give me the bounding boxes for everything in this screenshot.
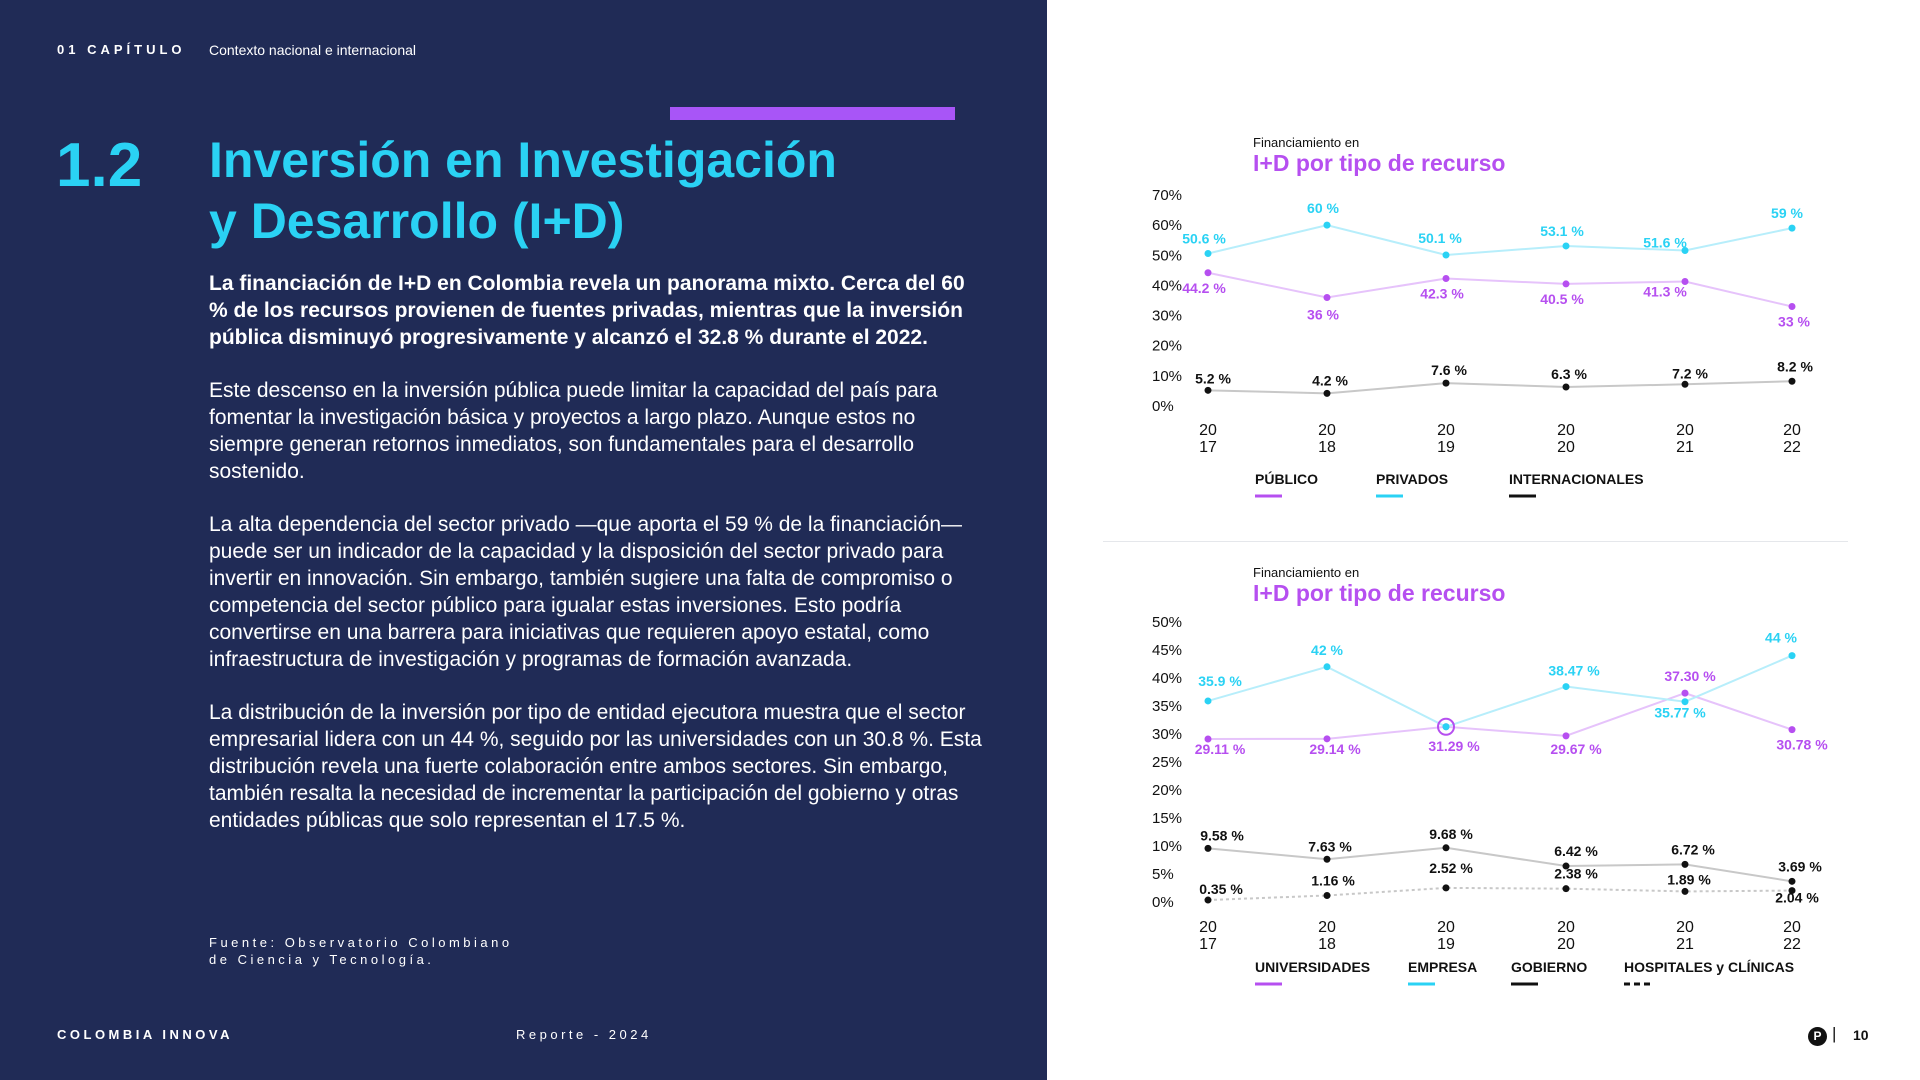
data-point <box>1789 652 1796 659</box>
data-label: 41.3 % <box>1643 283 1687 300</box>
data-point <box>1443 723 1450 730</box>
chart1-container <box>1140 180 1860 515</box>
y-tick-label: 70% <box>1152 187 1183 204</box>
data-label: 42.3 % <box>1420 285 1464 302</box>
data-label: 36 % <box>1307 306 1339 323</box>
data-label: 4.2 % <box>1312 372 1348 389</box>
x-tick-label: 21 <box>1676 439 1694 456</box>
data-point <box>1563 732 1570 739</box>
data-point <box>1682 381 1689 388</box>
data-point <box>1324 856 1331 863</box>
data-label: 37.30 % <box>1664 668 1716 685</box>
y-tick-label: 15% <box>1152 810 1183 827</box>
data-label: 29.67 % <box>1550 740 1602 757</box>
data-point <box>1789 726 1796 733</box>
data-label: 33 % <box>1778 313 1810 330</box>
section-title-line1: Inversión en Investigación <box>209 132 837 188</box>
data-point <box>1324 390 1331 397</box>
data-point <box>1205 269 1212 276</box>
data-label: 5.2 % <box>1195 370 1231 387</box>
y-tick-label: 50% <box>1152 614 1183 631</box>
x-tick-label: 17 <box>1199 439 1217 456</box>
x-tick-label: 20 <box>1437 919 1455 936</box>
legend-label: GOBIERNO <box>1511 959 1588 975</box>
data-label: 51.6 % <box>1643 234 1687 251</box>
x-tick-label: 20 <box>1783 422 1801 439</box>
paragraph-lead: La financiación de I+D en Colombia revela un panorama mixto. Cerca del 60 % de los recursos provienen de fuentes privadas, mientras que la inversión pública disminuyó progresivamente y alcanzó el 32.8 % durante el 2022. <box>209 272 965 349</box>
data-point <box>1789 878 1796 885</box>
data-point <box>1789 303 1796 310</box>
publisher-logo-icon: P <box>1808 1027 1827 1046</box>
data-label: 53.1 % <box>1540 222 1584 239</box>
y-tick-label: 60% <box>1152 217 1183 235</box>
data-point <box>1205 897 1212 904</box>
y-tick-label: 20% <box>1152 337 1183 355</box>
data-point <box>1563 384 1570 391</box>
data-label: 9.58 % <box>1200 827 1244 844</box>
chapter-subtitle: Contexto nacional e internacional <box>209 42 417 58</box>
x-tick-label: 17 <box>1199 936 1217 953</box>
y-tick-label: 0% <box>1152 398 1174 415</box>
data-label: 6.72 % <box>1671 841 1715 858</box>
data-point <box>1789 225 1796 232</box>
source-line2: de Ciencia y Tecnología. <box>209 952 435 967</box>
data-label: 42 % <box>1311 641 1343 658</box>
x-tick-label: 19 <box>1437 439 1455 456</box>
x-tick-label: 22 <box>1783 936 1801 953</box>
y-tick-label: 30% <box>1152 307 1183 325</box>
x-tick-label: 20 <box>1318 919 1336 936</box>
data-point <box>1443 884 1450 891</box>
legend-label: INTERNACIONALES <box>1509 471 1644 487</box>
x-tick-label: 20 <box>1199 919 1217 936</box>
data-label: 29.11 % <box>1194 740 1246 757</box>
data-point <box>1205 387 1212 394</box>
y-tick-label: 25% <box>1152 754 1183 771</box>
y-tick-label: 10% <box>1152 367 1183 385</box>
x-tick-label: 18 <box>1318 936 1336 953</box>
data-label: 3.69 % <box>1778 858 1822 875</box>
data-label: 6.42 % <box>1554 843 1598 860</box>
page-separator: | <box>1832 1024 1837 1043</box>
series-line-1 <box>1208 222 1792 255</box>
data-point <box>1682 690 1689 697</box>
legend-label: PÚBLICO <box>1255 471 1318 487</box>
chart1-svg <box>1140 180 1860 510</box>
divider <box>1103 541 1848 542</box>
data-label: 6.3 % <box>1551 366 1587 383</box>
data-point <box>1205 845 1212 852</box>
y-tick-label: 35% <box>1152 698 1183 715</box>
source-line1: Fuente: Observatorio Colombiano <box>209 935 513 950</box>
data-label: 31.29 % <box>1428 737 1480 754</box>
page-number: 10 <box>1853 1027 1869 1043</box>
x-tick-label: 20 <box>1557 422 1575 439</box>
section-number: 1.2 <box>56 131 143 200</box>
data-point <box>1443 275 1450 282</box>
chart2-title: I+D por tipo de recurso <box>1253 580 1506 606</box>
data-label: 7.6 % <box>1431 362 1467 379</box>
chart2-container <box>1140 610 1860 995</box>
y-tick-label: 50% <box>1152 247 1183 265</box>
data-point <box>1443 844 1450 851</box>
data-label: 2.04 % <box>1775 889 1819 906</box>
series-line-0 <box>1208 273 1792 307</box>
accent-bar <box>670 107 955 120</box>
data-label: 59 % <box>1771 205 1803 222</box>
y-tick-label: 5% <box>1152 866 1174 883</box>
x-tick-label: 22 <box>1783 439 1801 456</box>
x-tick-label: 20 <box>1557 919 1575 936</box>
data-label: 44.2 % <box>1182 279 1226 296</box>
data-label: 40.5 % <box>1540 290 1584 307</box>
legend-label: UNIVERSIDADES <box>1255 959 1371 975</box>
data-label: 9.68 % <box>1429 825 1473 842</box>
y-tick-label: 45% <box>1152 642 1183 659</box>
series-line-3 <box>1208 888 1792 900</box>
legend-label: HOSPITALES y CLÍNICAS <box>1624 959 1795 975</box>
x-tick-label: 20 <box>1676 919 1694 936</box>
data-label: 1.89 % <box>1667 871 1711 888</box>
series-line-2 <box>1208 381 1792 393</box>
data-label: 35.9 % <box>1198 672 1242 689</box>
body-text <box>209 270 984 860</box>
data-point <box>1205 250 1212 257</box>
section-title-line2: y Desarrollo (I+D) <box>209 193 625 249</box>
data-point <box>1324 294 1331 301</box>
data-point <box>1205 697 1212 704</box>
brand-name: COLOMBIA INNOVA <box>57 1027 233 1042</box>
legend-label: PRIVADOS <box>1376 471 1449 487</box>
y-tick-label: 10% <box>1152 838 1183 855</box>
x-tick-label: 20 <box>1199 422 1217 439</box>
data-point <box>1682 861 1689 868</box>
x-tick-label: 20 <box>1783 919 1801 936</box>
data-point <box>1443 380 1450 387</box>
x-tick-label: 21 <box>1676 936 1694 953</box>
x-tick-label: 20 <box>1318 422 1336 439</box>
x-tick-label: 19 <box>1437 936 1455 953</box>
data-label: 35.77 % <box>1654 704 1706 721</box>
y-tick-label: 40% <box>1152 670 1183 687</box>
y-tick-label: 0% <box>1152 894 1174 911</box>
y-tick-label: 20% <box>1152 782 1183 799</box>
chart2-svg <box>1140 610 1860 990</box>
data-label: 1.16 % <box>1311 872 1355 889</box>
chart2-small-title: Financiamiento en <box>1253 565 1360 580</box>
source-note <box>209 934 513 968</box>
data-point <box>1563 280 1570 287</box>
data-label: 2.38 % <box>1554 865 1598 882</box>
data-point <box>1324 663 1331 670</box>
data-point <box>1443 251 1450 258</box>
data-label: 7.2 % <box>1672 365 1708 382</box>
data-label: 29.14 % <box>1309 740 1361 757</box>
x-tick-label: 18 <box>1318 439 1336 456</box>
legend-label: EMPRESA <box>1408 959 1478 975</box>
data-label: 0.35 % <box>1199 881 1243 898</box>
paragraph: La alta dependencia del sector privado —que aporta el 59 % de la financiación— puede ser un indicador de la capacidad y la disposición del sector privado para invertir en innovación. Sin embargo, también sugiere una falta de compromiso o competencia del sector público para igualar estas inversiones. Esto podría convertirse en una barrera para iniciativas que requieren apoyo estatal, como infraestructura de investigación y programas de formación avanzada. <box>209 513 962 671</box>
data-label: 44 % <box>1765 629 1797 646</box>
x-tick-label: 20 <box>1557 439 1575 456</box>
x-tick-label: 20 <box>1437 422 1455 439</box>
data-point <box>1563 885 1570 892</box>
x-tick-label: 20 <box>1557 936 1575 953</box>
data-label: 2.52 % <box>1429 859 1473 876</box>
data-label: 50.1 % <box>1418 229 1462 246</box>
data-label: 8.2 % <box>1777 358 1813 375</box>
data-label: 30.78 % <box>1776 736 1828 753</box>
paragraph: La distribución de la inversión por tipo de entidad ejecutora muestra que el sector empresarial lidera con un 44 %, seguido por las universidades con un 30.8 %. Esta distribución revela una fuerte colaboración entre ambos sectores. Sin embargo, también resalta la necesidad de incrementar la participación del gobierno y otras entidades públicas que solo representan el 17.5 %. <box>209 701 982 832</box>
data-label: 38.47 % <box>1548 662 1600 679</box>
y-tick-label: 30% <box>1152 726 1183 743</box>
data-point <box>1682 888 1689 895</box>
chart1-title: I+D por tipo de recurso <box>1253 150 1506 176</box>
y-tick-label: 40% <box>1152 277 1183 295</box>
data-point <box>1324 222 1331 229</box>
chapter-label: 01 CAPÍTULO <box>57 42 186 57</box>
data-point <box>1324 892 1331 899</box>
section-title <box>209 130 909 252</box>
paragraph: Este descenso en la inversión pública puede limitar la capacidad del país para fomentar la investigación básica y proyectos a largo plazo. Aunque estos no siempre generan retornos inmediatos, son fundamentales para el desarrollo sostenido. <box>209 379 938 483</box>
data-label: 60 % <box>1307 200 1339 217</box>
x-tick-label: 20 <box>1676 422 1694 439</box>
data-label: 50.6 % <box>1182 230 1226 247</box>
data-label: 7.63 % <box>1308 838 1352 855</box>
data-point <box>1563 242 1570 249</box>
report-label: Reporte - 2024 <box>516 1027 652 1042</box>
chart1-small-title: Financiamiento en <box>1253 135 1360 150</box>
data-point <box>1563 683 1570 690</box>
data-point <box>1789 378 1796 385</box>
